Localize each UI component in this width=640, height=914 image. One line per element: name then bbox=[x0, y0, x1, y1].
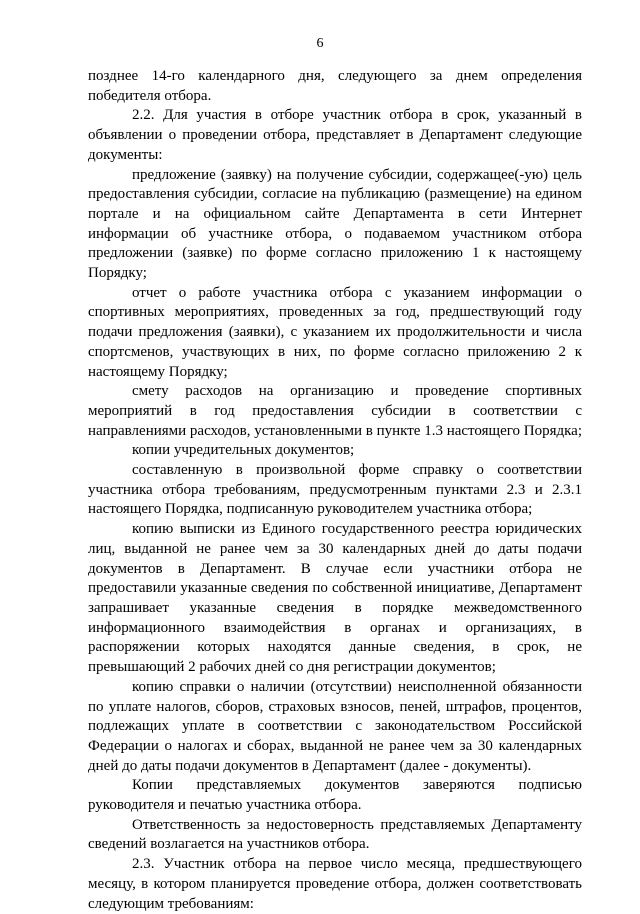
paragraph-tax-certificate: копию справки о наличии (отсутствии) неисполненной обязанности по уплате налогов, сборов, страховых взносов, пеней, штрафов, процентов, подлежащих уплате в соответствии с законодательством Российской Федерации о налогах и сборах, выданной не ранее чем за 30 календарных дней до даты подачи документов в Департамент (далее - документы). bbox=[88, 678, 582, 774]
paragraph-responsibility: Ответственность за недостоверность представляемых Департаменту сведений возлагается на участников отбора. bbox=[88, 816, 582, 853]
paragraph-2-2: 2.2. Для участия в отборе участник отбора в срок, указанный в объявлении о проведении отбора, представляет в Департамент следующие документы: bbox=[88, 107, 582, 163]
paragraph-founding-documents: копии учредительных документов; bbox=[132, 442, 355, 459]
paragraph-2-3: 2.3. Участник отбора на первое число месяца, предшествующего месяцу, в котором планируется проведение отбора, должен соответствовать следующим требованиям: bbox=[88, 856, 582, 912]
paragraph-certification: Копии представляемых документов заверяются подписью руководителя и печатью участника отбора. bbox=[88, 777, 582, 814]
document-body bbox=[88, 67, 582, 914]
paragraph-report: отчет о работе участника отбора с указанием информации о спортивных мероприятиях, проведенных за год, предшествующий году подачи предложения (заявки), с указанием их продолжительности и числа спортсменов, участвующих в них, по форме согласно приложению 2 к настоящему Порядку; bbox=[88, 284, 582, 380]
paragraph-compliance-certificate: составленную в произвольной форме справку о соответствии участника отбора требованиям, предусмотренным пунктами 2.3 и 2.3.1 настоящего Порядка, подписанную руководителем участника отбора; bbox=[88, 462, 582, 518]
paragraph-estimate: смету расходов на организацию и проведение спортивных мероприятий в год предоставления субсидии в соответствии с направлениями расходов, установленными в пункте 1.3 настоящего Порядка; bbox=[88, 383, 583, 439]
page-number: 6 bbox=[316, 36, 324, 51]
paragraph-continuation: позднее 14-го календарного дня, следующего за днем определения победителя отбора. bbox=[88, 68, 582, 104]
paragraph-registry-extract: копию выписки из Единого государственного реестра юридических лиц, выданной не ранее чем за 30 календарных дней до даты подачи документов в Департамент. В случае если участники отбора не предоставили указанные сведения по собственной инициативе, Департамент запрашивает указанные сведения в порядке межведомственного информационного взаимодействия в органах и организациях, в распоряжении которых находятся данные сведения, в срок, не превышающий 2 рабочих дней со дня регистрации документов; bbox=[88, 521, 582, 676]
paragraph-proposal: предложение (заявку) на получение субсидии, содержащее(-ую) цель предоставления субсидии, согласие на публикацию (размещение) на едином портале и на официальном сайте Департамента в сети Интернет информации об участнике отбора, о подаваемом участником отбора предложении (заявке) по форме согласно приложению 1 к настоящему Порядку; bbox=[88, 166, 582, 282]
